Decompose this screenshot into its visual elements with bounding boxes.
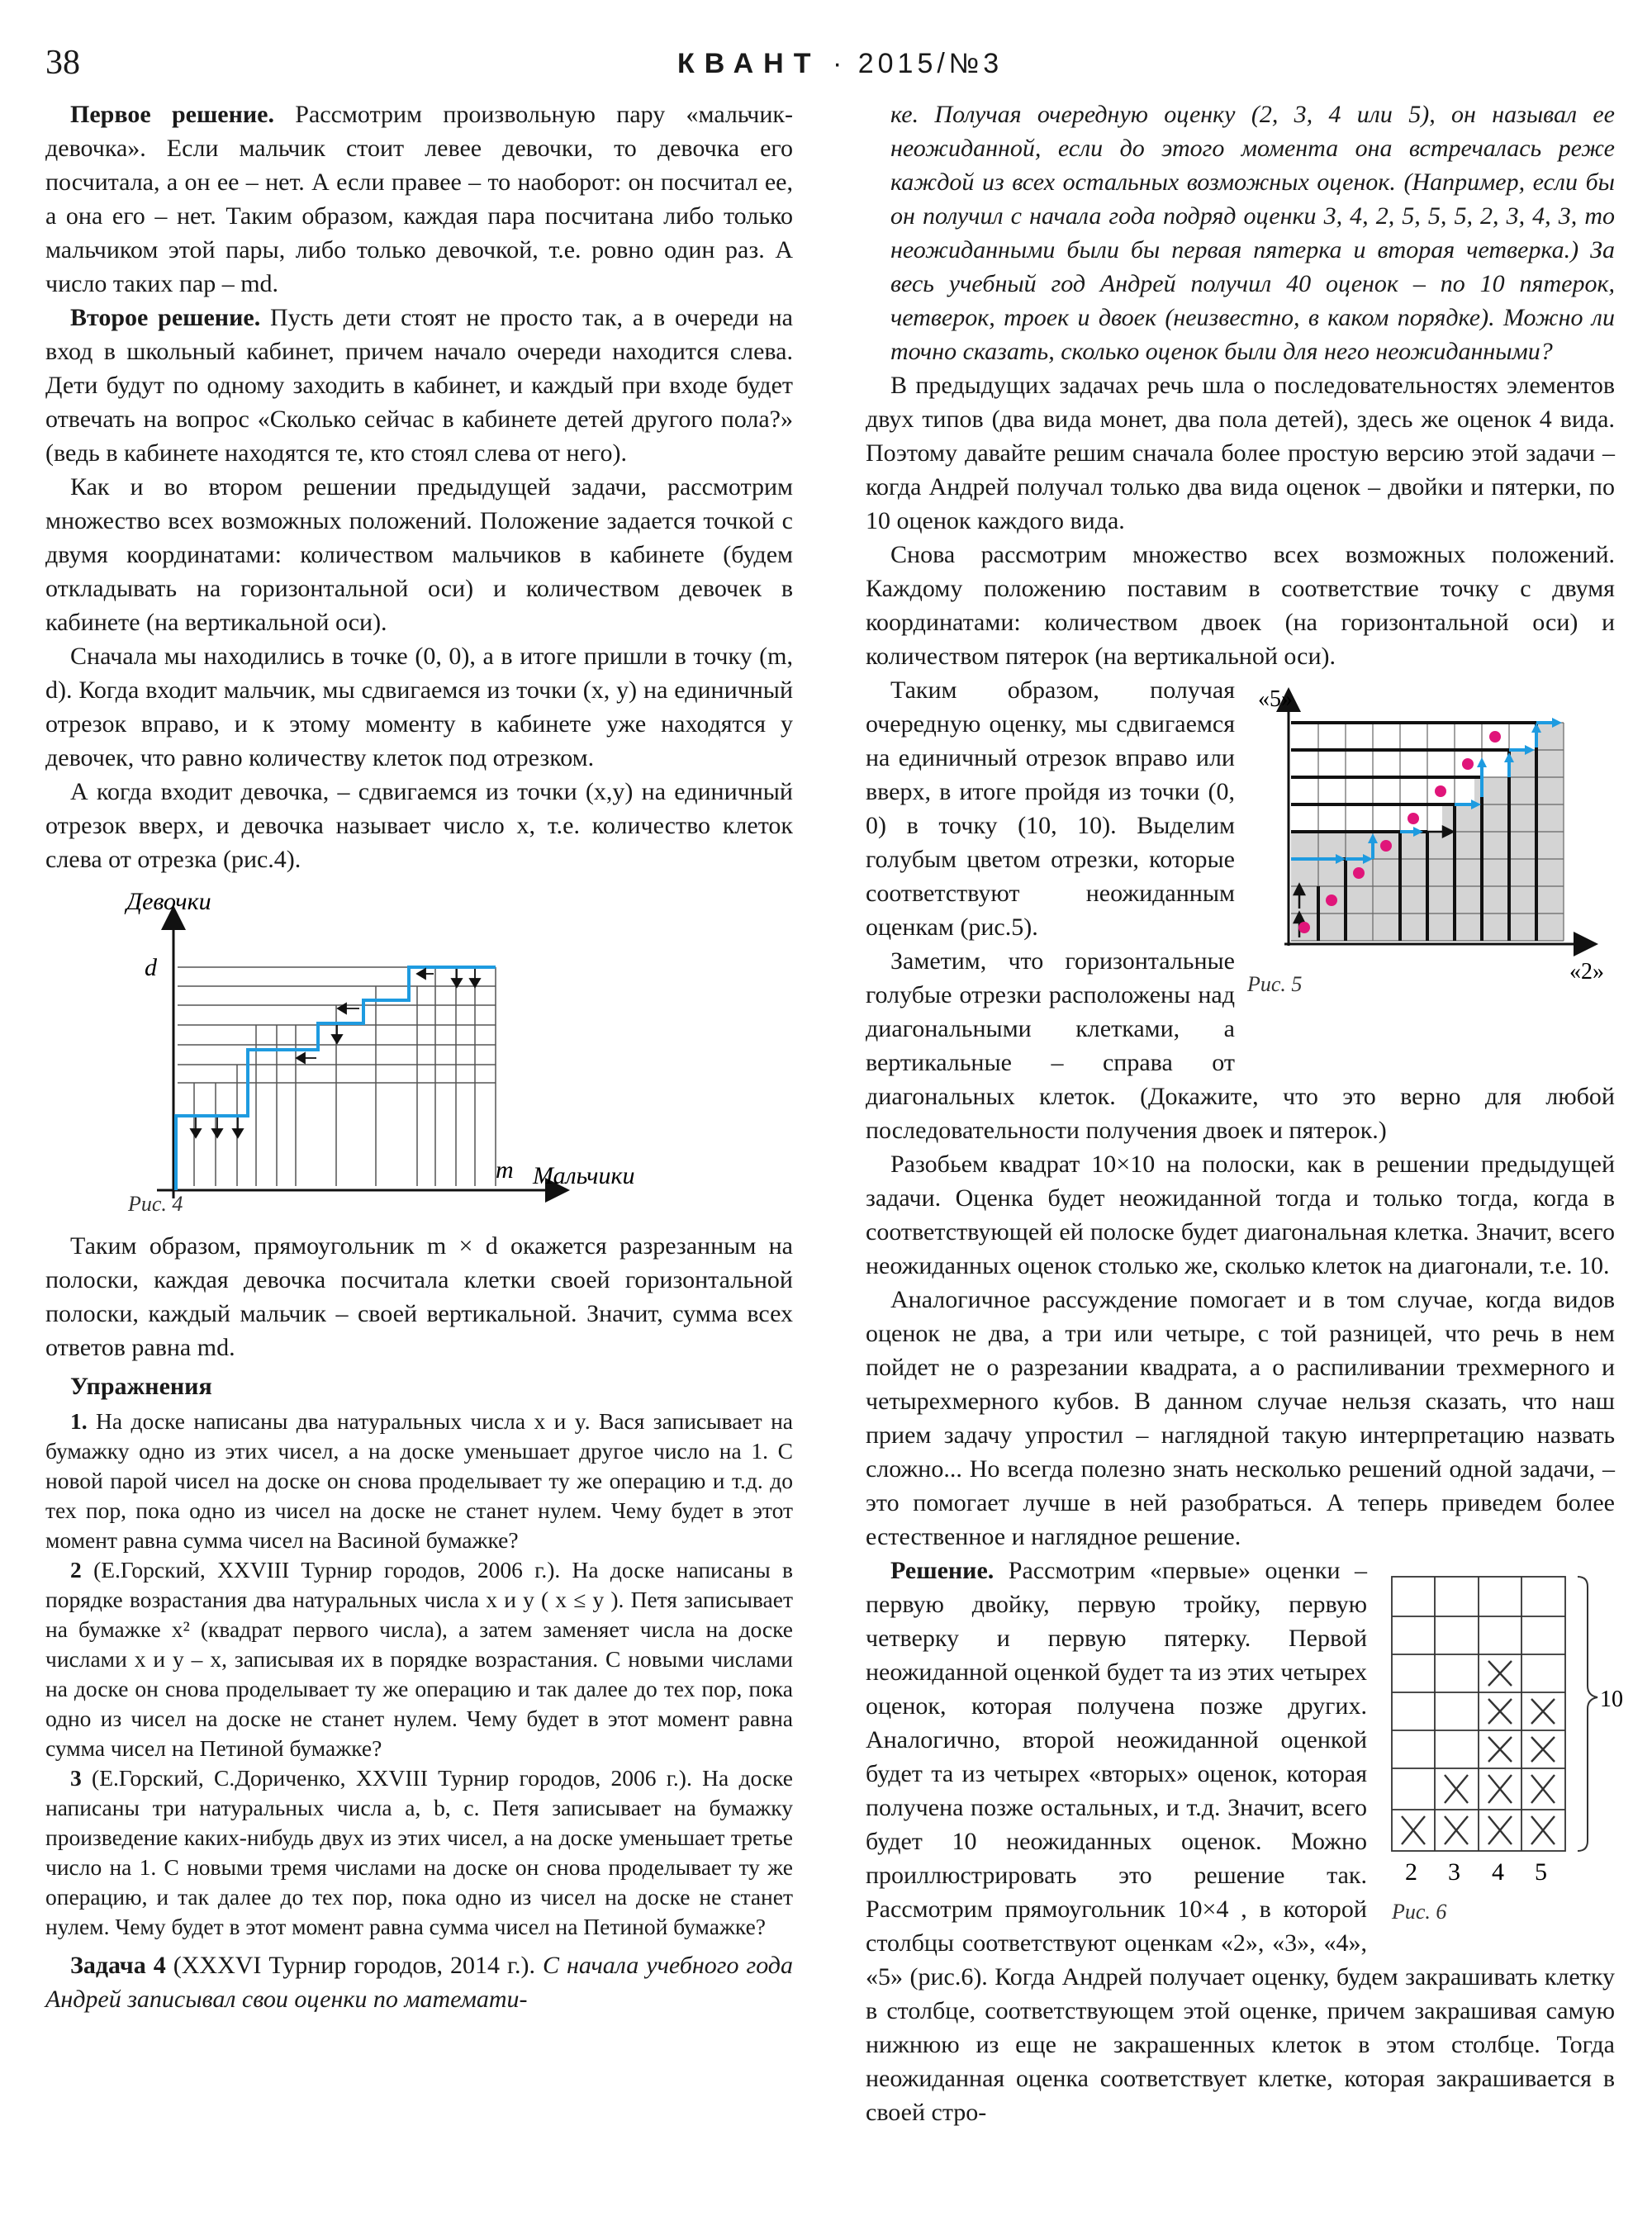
fig4-ylabel: Девочки: [126, 888, 211, 915]
problem-4-continued: ке. Получая очередную оценку (2, 3, 4 или 5), он называл ее неожиданной, если до этого момента она встречалась реже каждой из всех остальных возможных оценок. (Например, если бы он получил с начала года подряд оценки 3, 4, 2, 5, 5, 5, 2, 3, 4, 3, то неожиданными были бы первая пятерка и вторая четверка.) За весь учебный год Андрей получил 40 оценок – по 10 пятерок, четверок, троек и двоек (неизвестно, в каком порядке). Можно ли точно сказать, сколько оценок были для него неожиданными?: [890, 101, 1615, 365]
page-number: 38: [45, 44, 80, 82]
fig6-brace-label: 10: [1600, 1687, 1623, 1712]
paragraph: Заметим, что горизонтальные голубые отрезки расположены над диагональными клетками, а вертикальные – справа от диагональных клеток. (Докажите, что это верно для любой последовательности получения двоек и пятерок.): [866, 947, 1615, 1144]
exercise-3: 3 (Е.Горский, С.Дориченко, XXVIII Турнир городов, 2006 г.). На доске написаны три натуральных числа a, b, c. Петя записывает на бумажку произведение каких-нибудь двух из этих чисел, а на доске уменьшает третье число на 1. С новыми тремя числами на доске он снова проделывает ту же операцию, и так далее до тех пор, пока одно из чисел на доске не станет нулем. Чему будет в этот момент равна сумма чисел на Петиной бумажке?: [45, 1765, 793, 1939]
problem-4: Задача 4 (XXXVI Турнир городов, 2014 г.). С начала учебного года Андрей записывал свои оценки по математи-: [45, 1952, 793, 2013]
exercise-2: 2 (Е.Горский, XXVIII Турнир городов, 2006 г.). На доске написаны в порядке возрастания два натуральных числа x и y ( x ≤ y ). Петя записывает на бумажке x² (квадрат первого числа), а затем заменяет числа на доске числами x и y – x, записывая их в порядке возрастания. С новыми числами на доске он снова проделывает ту же операцию и так далее до тех пор, пока одно из чисел на доске не станет нулем. Чему будет в этот момент равна сумма чисел на Петиной бумажке?: [45, 1557, 793, 1761]
fig4-grid: [178, 967, 496, 1186]
figure-6: [1375, 1562, 1623, 1934]
paragraph: Снова рассмотрим множество всех возможных положений. Каждому положению поставим в соответствие точку с двумя координатами: количеством двоек (на горизонтальной оси) и количеством пятерок (на вертикальной оси).: [866, 541, 1615, 670]
left-column: [45, 97, 793, 2016]
figure-4: [45, 885, 793, 1219]
fig6-col-label-2: 2: [1405, 1858, 1417, 1886]
right-column: [866, 97, 1623, 2129]
fig6-col-label-3: 3: [1448, 1858, 1460, 1886]
exercise-1: 1. На доске написаны два натуральных числа x и y. Вася записывает на бумажку одно из этих чисел, а на доске уменьшает другое число на 1. С новой парой чисел на доске он снова проделывает ту же операцию и т.д. до тех пор, пока одно из чисел на доске не станет нулем. Чему будет в этот момент равна сумма чисел на Васиной бумажке?: [45, 1408, 793, 1553]
fig5-white-4: [1291, 804, 1442, 832]
fig4-d-label: d: [145, 954, 157, 981]
paragraph: Разобьем квадрат 10×10 на полоски, как в решении предыдущей задачи. Оценка будет неожиданной тогда и только тогда, когда в соответствующей ей полоске будет диагональная клетка. Значит, всего неожиданных оценок столько же, сколько клеток на диагонали, т.е. 10.: [866, 1151, 1615, 1279]
exercises: [45, 1407, 793, 1942]
paragraph: Сначала мы находились в точке (0, 0), а в итоге пришли в точку (m, d). Когда входит мальчик, мы сдвигаемся из точки (x, y) на единичный отрезок вправо, и к этому моменту в кабинете уже находятся y девочек, что равно количеству клеток под отрезком.: [45, 643, 793, 771]
fig5-xlabel: «2»: [1569, 959, 1604, 985]
fig6-grid: [1392, 1577, 1565, 1851]
fig4-caption: Рис. 4: [128, 1192, 183, 1216]
fig6-col-label-4: 4: [1492, 1858, 1504, 1886]
paragraph: Аналогичное рассуждение помогает и в том случае, когда видов оценок не два, а три или четыре, с той разницей, что речь в нем пойдет не о разрезании квадрата, а о распиливании трехмерного и четырехмерного кубов. В данном случае нельзя сказать, что наш прием задачу упростил – наглядной такую интерпретацию назвать сложно... Но всегда полезно знать несколько решений одной задачи, – это помогает лучше в ней разобраться. А теперь приведем более естественное и наглядное решение.: [866, 1286, 1615, 1550]
fig6-caption: Рис. 6: [1392, 1900, 1447, 1924]
second-solution-paragraph: Второе решение. Пусть дети стоят не просто так, а в очереди на вход в школьный кабинет, причем начало очереди находится слева. Дети будут по одному заходить в кабинет, и каждый при входе будет отвечать на вопрос «Сколько сейчас в кабинете детей другого пола?» (ведь в кабинете находятся те, кто стоял слева от него).: [45, 304, 793, 467]
figure-4-svg: [45, 885, 793, 1219]
page-header: [0, 43, 1652, 93]
paragraph: Таким образом, получая очередную оценку, мы сдвигаемся на единичный отрезок вправо или вверх, в итоге пройдя из точки (0, 0) в точку (10, 10). Выделим голубым цветом отрезки, которые соответствуют неожиданным оценкам (рис.5).: [866, 676, 1235, 941]
exercises-heading: Упражнения: [70, 1373, 212, 1400]
magazine-title: КВАНТ · 2015/№3: [677, 48, 1004, 79]
fig4-m-label: m: [496, 1156, 514, 1184]
figure-6-svg: [1375, 1562, 1623, 1934]
paragraph: Как и во втором решении предыдущей задачи, рассмотрим множество всех возможных положений. Положение задается точкой с двумя координатами: количеством мальчиков в кабинете (будем откладывать на горизонтальной оси) и количеством девочек в кабинете (на вертикальной оси).: [45, 473, 793, 636]
paragraph: А когда входит девочка, – сдвигаемся из точки (x,y) на единичный отрезок вверх, и девочка называет число x, т.е. количество клеток слева от отрезка (рис.4).: [45, 778, 793, 873]
figure-5: [1243, 681, 1615, 1070]
solution-paragraph: Решение. Рассмотрим «первые» оценки – первую двойку, первую тройку, первую четверку и первую пятерку. Первой неожиданной оценкой будет та из этих четырех оценок, которая получена позже других. Аналогично, второй неожиданной оценкой будет та из четырех «вторых» оценок, которая получена позже остальных, и т.д. Значит, всего будет 10 неожиданных оценок. Можно проиллюстрировать это решение так. Рассмотрим прямоугольник 10×4 , в которой столбцы соответствуют оценкам «2», «3», «4», «5» (рис.6). Когда Андрей получает оценку, будем закрашивать клетку в столбце, соответствующем этой оценке, причем закрашивая самую нижнюю из еще не закрашенных клеток в этом столбце. Тогда неожиданная оценка соответствует клетке, которая закрашивается в своей стро-: [866, 1557, 1615, 2126]
figure-5-svg: [1243, 681, 1615, 1070]
paragraph: В предыдущих задачах речь шла о последовательностях элементов двух типов (два вида монет, два пола детей), здесь же оценок 4 вида. Поэтому давайте решим сначала более простую версию этой задачи – когда Андрей получал только два вида оценок – двойки и пятерки, по 10 оценок каждого вида.: [866, 372, 1615, 534]
fig4-xlabel: Мальчики: [533, 1162, 635, 1189]
fig6-brace: [1578, 1577, 1597, 1851]
first-solution-paragraph: Первое решение. Рассмотрим произвольную пару «мальчик-девочка». Если мальчик стоит левее девочки, то девочка его посчитала, а он ее – нет. А если правее – то наоборот: он посчитал ее, а она его – нет. Таким образом, каждая пара посчитана либо только мальчиком этой пары, либо только девочкой, т.е. ровно один раз. А число таких пар – md.: [45, 101, 793, 297]
fig5-ylabel: «5»: [1258, 686, 1293, 712]
fig5-caption: Рис. 5: [1247, 972, 1303, 996]
fig4-arrows-down: [191, 969, 480, 1137]
paragraph: Таким образом, прямоугольник m × d окажется разрезанным на полоски, каждая девочка посчитала клетки своей горизонтальной полоски, каждый мальчик – своей вертикальной. Значит, сумма всех ответов равна md.: [45, 1232, 793, 1361]
fig6-col-label-5: 5: [1535, 1858, 1547, 1886]
